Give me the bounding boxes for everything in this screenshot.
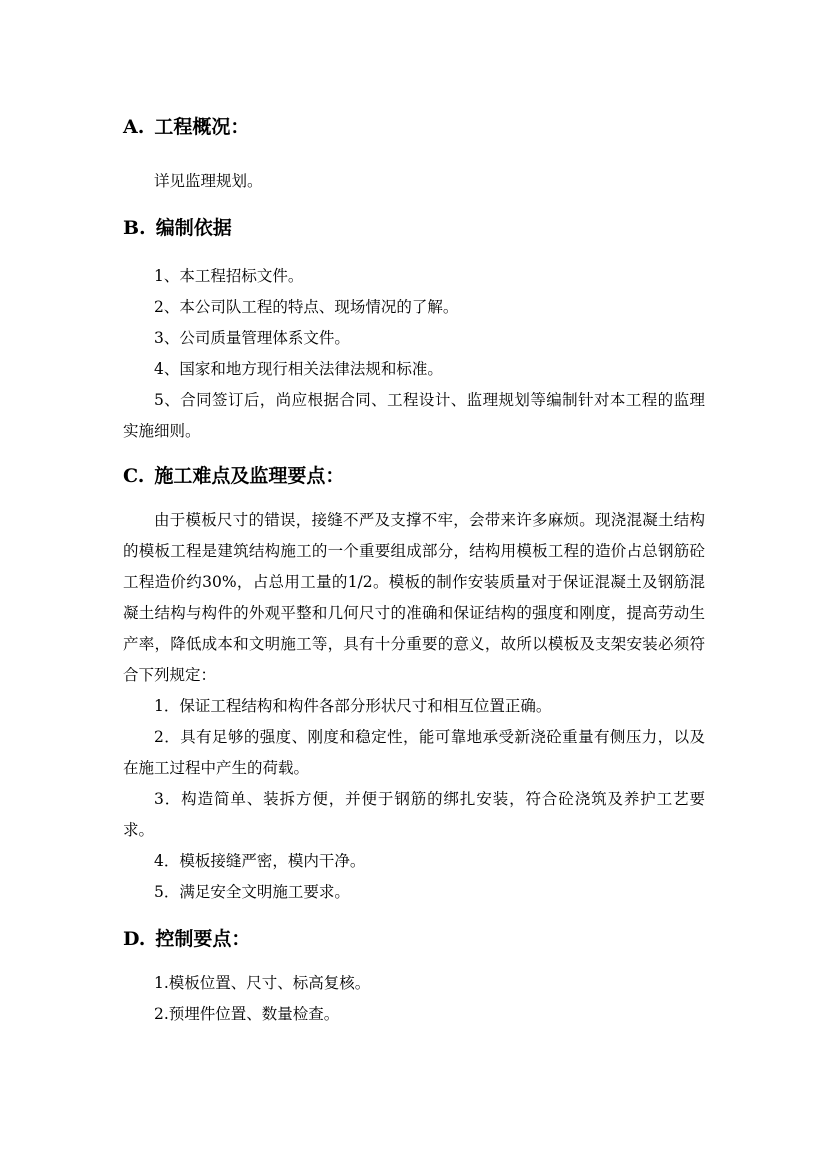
section-a-title: 工程概况： xyxy=(154,116,250,138)
section-c-paragraph-2: 1．保证工程结构和构件各部分形状尺寸和相互位置正确。 xyxy=(154,697,552,715)
section-d-paragraph-1: 1.模板位置、尺寸、标高复核。 xyxy=(154,974,371,992)
section-b-paragraph-2: 2、本公司队工程的特点、现场情况的了解。 xyxy=(154,298,459,316)
section-c-paragraph-4: 3．构造简单、装拆方便，并便于钢筋的绑扎安装，符合砼浇筑及养护工艺要求。 xyxy=(123,790,705,839)
document-content xyxy=(123,112,705,1030)
section-b-paragraph-4: 4、国家和地方现行相关法律法规和标准。 xyxy=(154,360,443,378)
section-c-paragraph-5: 4．模板接缝严密，模内干净。 xyxy=(154,852,366,870)
section-c-heading xyxy=(123,461,705,491)
section-d-paragraph-2: 2.预埋件位置、数量检查。 xyxy=(154,1005,340,1023)
section-d-label: D. xyxy=(123,928,146,950)
section-a-paragraph-1: 详见监理规划。 xyxy=(154,172,263,190)
section-a-label: A. xyxy=(123,116,145,138)
section-b-paragraph-3: 3、公司质量管理体系文件。 xyxy=(154,329,350,347)
section-b-paragraph-1: 1、本工程招标文件。 xyxy=(154,267,304,285)
section-d-heading xyxy=(123,924,705,954)
section-c-title: 施工难点及监理要点： xyxy=(154,465,345,487)
section-a-heading xyxy=(123,112,705,142)
section-b-title: 编制依据 xyxy=(155,217,232,239)
section-b-paragraph-5: 5、合同签订后，尚应根据合同、工程设计、监理规划等编制针对本工程的监理实施细则。 xyxy=(123,391,705,440)
section-b-label: B. xyxy=(123,217,146,239)
section-d-title: 控制要点： xyxy=(155,928,251,950)
section-c-label: C. xyxy=(123,465,145,487)
section-b-heading xyxy=(123,213,705,243)
section-c-paragraph-3: 2．具有足够的强度、刚度和稳定性，能可靠地承受新浇砼重量有侧压力，以及在施工过程中产生的荷载。 xyxy=(123,728,705,777)
section-c-paragraph-1: 由于模板尺寸的错误，接缝不严及支撑不牢，会带来许多麻烦。现浇混凝土结构的模板工程是建筑结构施工的一个重要组成部分，结构用模板工程的造价占总钢筋砼工程造价约30%，占总用工量的1/2。模板的制作安装质量对于保证混凝土及钢筋混凝土结构与构件的外观平整和几何尺寸的准确和保证结构的强度和刚度，提高劳动生产率，降低成本和文明施工等，具有十分重要的意义，故所以模板及支架安装必须符合下列规定： xyxy=(123,511,705,684)
section-c-paragraph-6: 5．满足安全文明施工要求。 xyxy=(154,883,350,901)
